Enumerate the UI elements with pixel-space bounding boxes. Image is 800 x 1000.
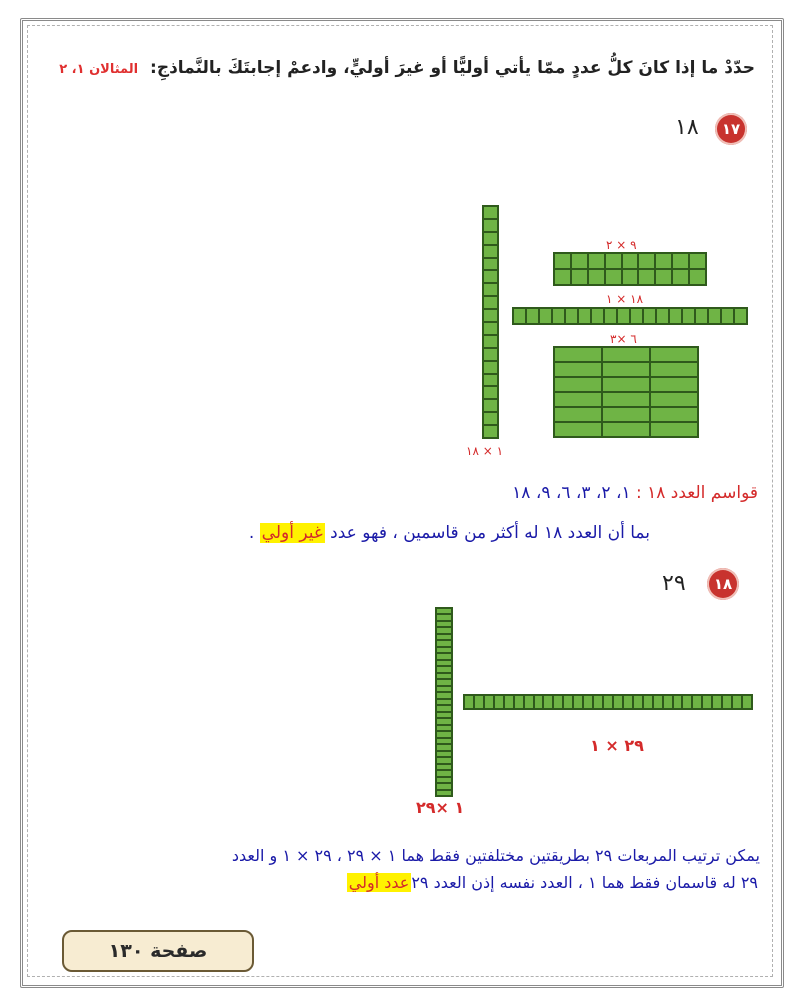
model-6x3-grid bbox=[553, 346, 699, 438]
unit-square bbox=[672, 269, 689, 285]
unit-square bbox=[483, 206, 498, 219]
page-number-box bbox=[62, 930, 254, 972]
model-18x1-row bbox=[512, 307, 748, 325]
unit-square bbox=[695, 308, 708, 324]
unit-square bbox=[483, 386, 498, 399]
unit-square bbox=[613, 695, 623, 709]
unit-square bbox=[721, 308, 734, 324]
divisors-label: قواسم العدد ١٨ : bbox=[635, 483, 758, 503]
unit-square bbox=[483, 399, 498, 412]
unit-square bbox=[602, 407, 650, 422]
unit-square bbox=[650, 377, 698, 392]
unit-square bbox=[669, 308, 682, 324]
unit-square bbox=[484, 695, 494, 709]
unit-square bbox=[554, 407, 602, 422]
not-prime-highlight: غير أولي bbox=[261, 523, 323, 543]
explanation-line-1: يمكن ترتيب المربعات ٢٩ بطريقتين مختلفتين فقط هما ١ × ٢٩ ، ٢٩ × ١ و العدد bbox=[231, 846, 760, 865]
unit-square bbox=[692, 695, 702, 709]
unit-square bbox=[663, 695, 673, 709]
unit-square bbox=[656, 308, 669, 324]
unit-square bbox=[483, 245, 498, 258]
unit-square bbox=[483, 283, 498, 296]
question-18-value: ٢٩ bbox=[662, 571, 686, 596]
unit-square bbox=[603, 695, 613, 709]
unit-square bbox=[650, 347, 698, 362]
unit-square bbox=[483, 374, 498, 387]
unit-square bbox=[483, 270, 498, 283]
model-1x29-column bbox=[435, 607, 453, 797]
unit-square bbox=[650, 392, 698, 407]
unit-square bbox=[504, 695, 514, 709]
unit-square bbox=[483, 258, 498, 271]
unit-square bbox=[702, 695, 712, 709]
unit-square bbox=[554, 347, 602, 362]
unit-square bbox=[638, 253, 655, 269]
model-29x1-row bbox=[463, 694, 753, 710]
unit-square bbox=[483, 425, 498, 438]
unit-square bbox=[638, 269, 655, 285]
unit-square bbox=[617, 308, 630, 324]
conclusion-18-period: . bbox=[248, 523, 255, 543]
unit-square bbox=[554, 377, 602, 392]
unit-square bbox=[494, 695, 504, 709]
unit-square bbox=[552, 308, 565, 324]
unit-square bbox=[539, 308, 552, 324]
unit-square bbox=[483, 412, 498, 425]
unit-square bbox=[554, 362, 602, 377]
unit-square bbox=[474, 695, 484, 709]
unit-square bbox=[524, 695, 534, 709]
unit-square bbox=[643, 308, 656, 324]
unit-square bbox=[602, 377, 650, 392]
unit-square bbox=[653, 695, 663, 709]
unit-square bbox=[483, 219, 498, 232]
unit-square bbox=[554, 422, 602, 437]
unit-square bbox=[578, 308, 591, 324]
unit-square bbox=[622, 253, 639, 269]
unit-square bbox=[591, 308, 604, 324]
unit-square bbox=[588, 253, 605, 269]
unit-square bbox=[602, 362, 650, 377]
unit-square bbox=[622, 269, 639, 285]
label-29x1: ٢٩ × ١ bbox=[590, 736, 644, 755]
unit-square bbox=[650, 407, 698, 422]
explanation-line-2-text: ٢٩ له قاسمان فقط هما ١ ، العدد نفسه إذن العدد ٢٩ bbox=[411, 873, 758, 892]
unit-square bbox=[571, 253, 588, 269]
unit-square bbox=[650, 422, 698, 437]
unit-square bbox=[554, 269, 571, 285]
label-1x29: ١ ×٢٩ bbox=[416, 798, 465, 817]
unit-square bbox=[483, 232, 498, 245]
unit-square bbox=[483, 322, 498, 335]
unit-square bbox=[673, 695, 683, 709]
unit-square bbox=[633, 695, 643, 709]
unit-square bbox=[602, 422, 650, 437]
example-reference: المثالان ١، ٢ bbox=[59, 62, 139, 77]
unit-square bbox=[722, 695, 732, 709]
label-18x1: ١٨ × ١ bbox=[606, 292, 644, 306]
unit-square bbox=[483, 335, 498, 348]
unit-square bbox=[553, 695, 563, 709]
question-17-value: ١٨ bbox=[675, 115, 699, 140]
question-17-badge bbox=[715, 113, 747, 145]
unit-square bbox=[483, 361, 498, 374]
unit-square bbox=[483, 348, 498, 361]
unit-square bbox=[543, 695, 553, 709]
unit-square bbox=[436, 790, 452, 796]
conclusion-18 bbox=[249, 523, 650, 543]
unit-square bbox=[464, 695, 474, 709]
unit-square bbox=[732, 695, 742, 709]
explanation-line-2 bbox=[347, 873, 758, 892]
unit-square bbox=[565, 308, 578, 324]
model-1x18-column bbox=[482, 205, 499, 439]
divisors-line bbox=[512, 483, 758, 503]
model-9x2-grid bbox=[553, 252, 707, 286]
unit-square bbox=[682, 308, 695, 324]
instruction-text bbox=[40, 58, 755, 78]
label-9x2: ٩ × ٢ bbox=[606, 238, 637, 252]
unit-square bbox=[734, 308, 747, 324]
unit-square bbox=[655, 269, 672, 285]
unit-square bbox=[573, 695, 583, 709]
unit-square bbox=[554, 253, 571, 269]
unit-square bbox=[483, 296, 498, 309]
unit-square bbox=[513, 308, 526, 324]
unit-square bbox=[672, 253, 689, 269]
unit-square bbox=[604, 308, 617, 324]
unit-square bbox=[630, 308, 643, 324]
page-number: صفحة ١٣٠ bbox=[108, 940, 208, 962]
unit-square bbox=[689, 269, 706, 285]
unit-square bbox=[605, 269, 622, 285]
unit-square bbox=[682, 695, 692, 709]
prime-highlight: عدد أولي bbox=[348, 873, 410, 892]
unit-square bbox=[650, 362, 698, 377]
instruction-main: حدّدْ ما إذا كانَ كلُّ عددٍ ممّا يأتي أوليًّا أو غيرَ أوليٍّ، وادعمْ إجابتَكَ بالنَّماذجِ: bbox=[150, 58, 755, 78]
unit-square bbox=[554, 392, 602, 407]
unit-square bbox=[742, 695, 752, 709]
unit-square bbox=[655, 253, 672, 269]
unit-square bbox=[605, 253, 622, 269]
unit-square bbox=[526, 308, 539, 324]
question-18-number: ١٨ bbox=[713, 575, 733, 593]
divisors-values: ١، ٢، ٣، ٦، ٩، ١٨ bbox=[512, 483, 631, 503]
conclusion-18-text: بما أن العدد ١٨ له أكثر من قاسمين ، فهو عدد bbox=[330, 523, 650, 543]
unit-square bbox=[602, 347, 650, 362]
unit-square bbox=[571, 269, 588, 285]
unit-square bbox=[563, 695, 573, 709]
question-18-badge bbox=[707, 568, 739, 600]
unit-square bbox=[602, 392, 650, 407]
label-6x3: ٦ ×٣ bbox=[610, 332, 637, 346]
unit-square bbox=[483, 309, 498, 322]
unit-square bbox=[712, 695, 722, 709]
label-1x18: ١ × ١٨ bbox=[466, 444, 504, 458]
unit-square bbox=[514, 695, 524, 709]
unit-square bbox=[689, 253, 706, 269]
unit-square bbox=[593, 695, 603, 709]
unit-square bbox=[623, 695, 633, 709]
unit-square bbox=[588, 269, 605, 285]
unit-square bbox=[534, 695, 544, 709]
unit-square bbox=[643, 695, 653, 709]
unit-square bbox=[583, 695, 593, 709]
question-17-number: ١٧ bbox=[721, 120, 741, 138]
unit-square bbox=[708, 308, 721, 324]
